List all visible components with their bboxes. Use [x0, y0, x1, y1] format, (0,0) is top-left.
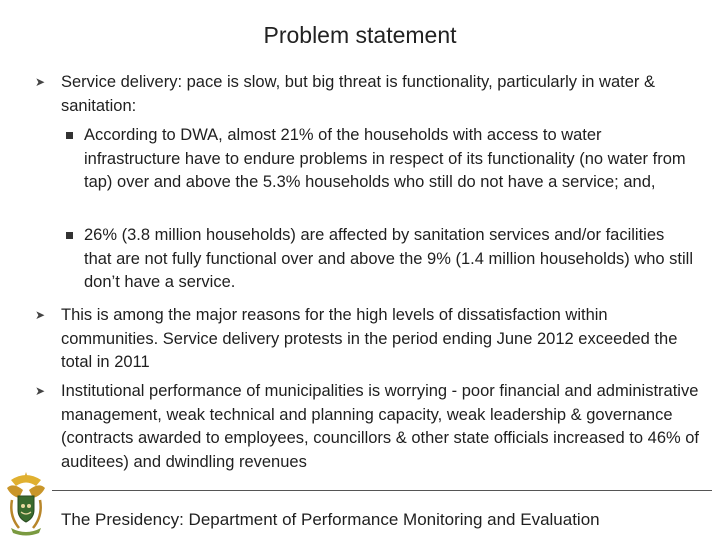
arrow-bullet-icon: ➤ — [35, 75, 46, 89]
footer-divider — [52, 490, 712, 491]
square-bullet-icon — [66, 232, 73, 239]
arrow-bullet-icon: ➤ — [35, 384, 46, 398]
bullet-dissatisfaction: This is among the major reasons for the high levels of dissatisfaction within communities. Service delivery protests in the period ending June 2012 exceeded the total in 2011 — [61, 306, 678, 371]
bullet-institutional-performance: Institutional performance of municipalities is worrying - poor financial and administrative management, weak technical and planning capacity, weak leadership & governance (contracts awarded to employees, councillors & other state officials increased to 46% of auditees) and dwindling revenues — [61, 382, 700, 471]
sub-bullet-sanitation: 26% (3.8 million households) are affected by sanitation services and/or facilities that are not fully functional over and above the 9% (1.4 million households) who still don’t have a service. — [84, 226, 694, 291]
sub-bullet-dwa: According to DWA, almost 21% of the households with access to water infrastructure have to endure problems in respect of its functionality (no water from tap) over and above the 5.3% households who still do not have a service; and, — [84, 126, 686, 191]
arrow-bullet-icon: ➤ — [35, 308, 46, 322]
slide-title: Problem statement — [263, 22, 457, 48]
square-bullet-icon — [66, 132, 73, 139]
bullet-service-delivery: Service delivery: pace is slow, but big threat is functionality, particularly in water & sanitation: — [61, 73, 655, 115]
footer-text: The Presidency: Department of Performance Monitoring and Evaluation — [61, 510, 600, 529]
coat-of-arms-icon — [3, 470, 49, 536]
